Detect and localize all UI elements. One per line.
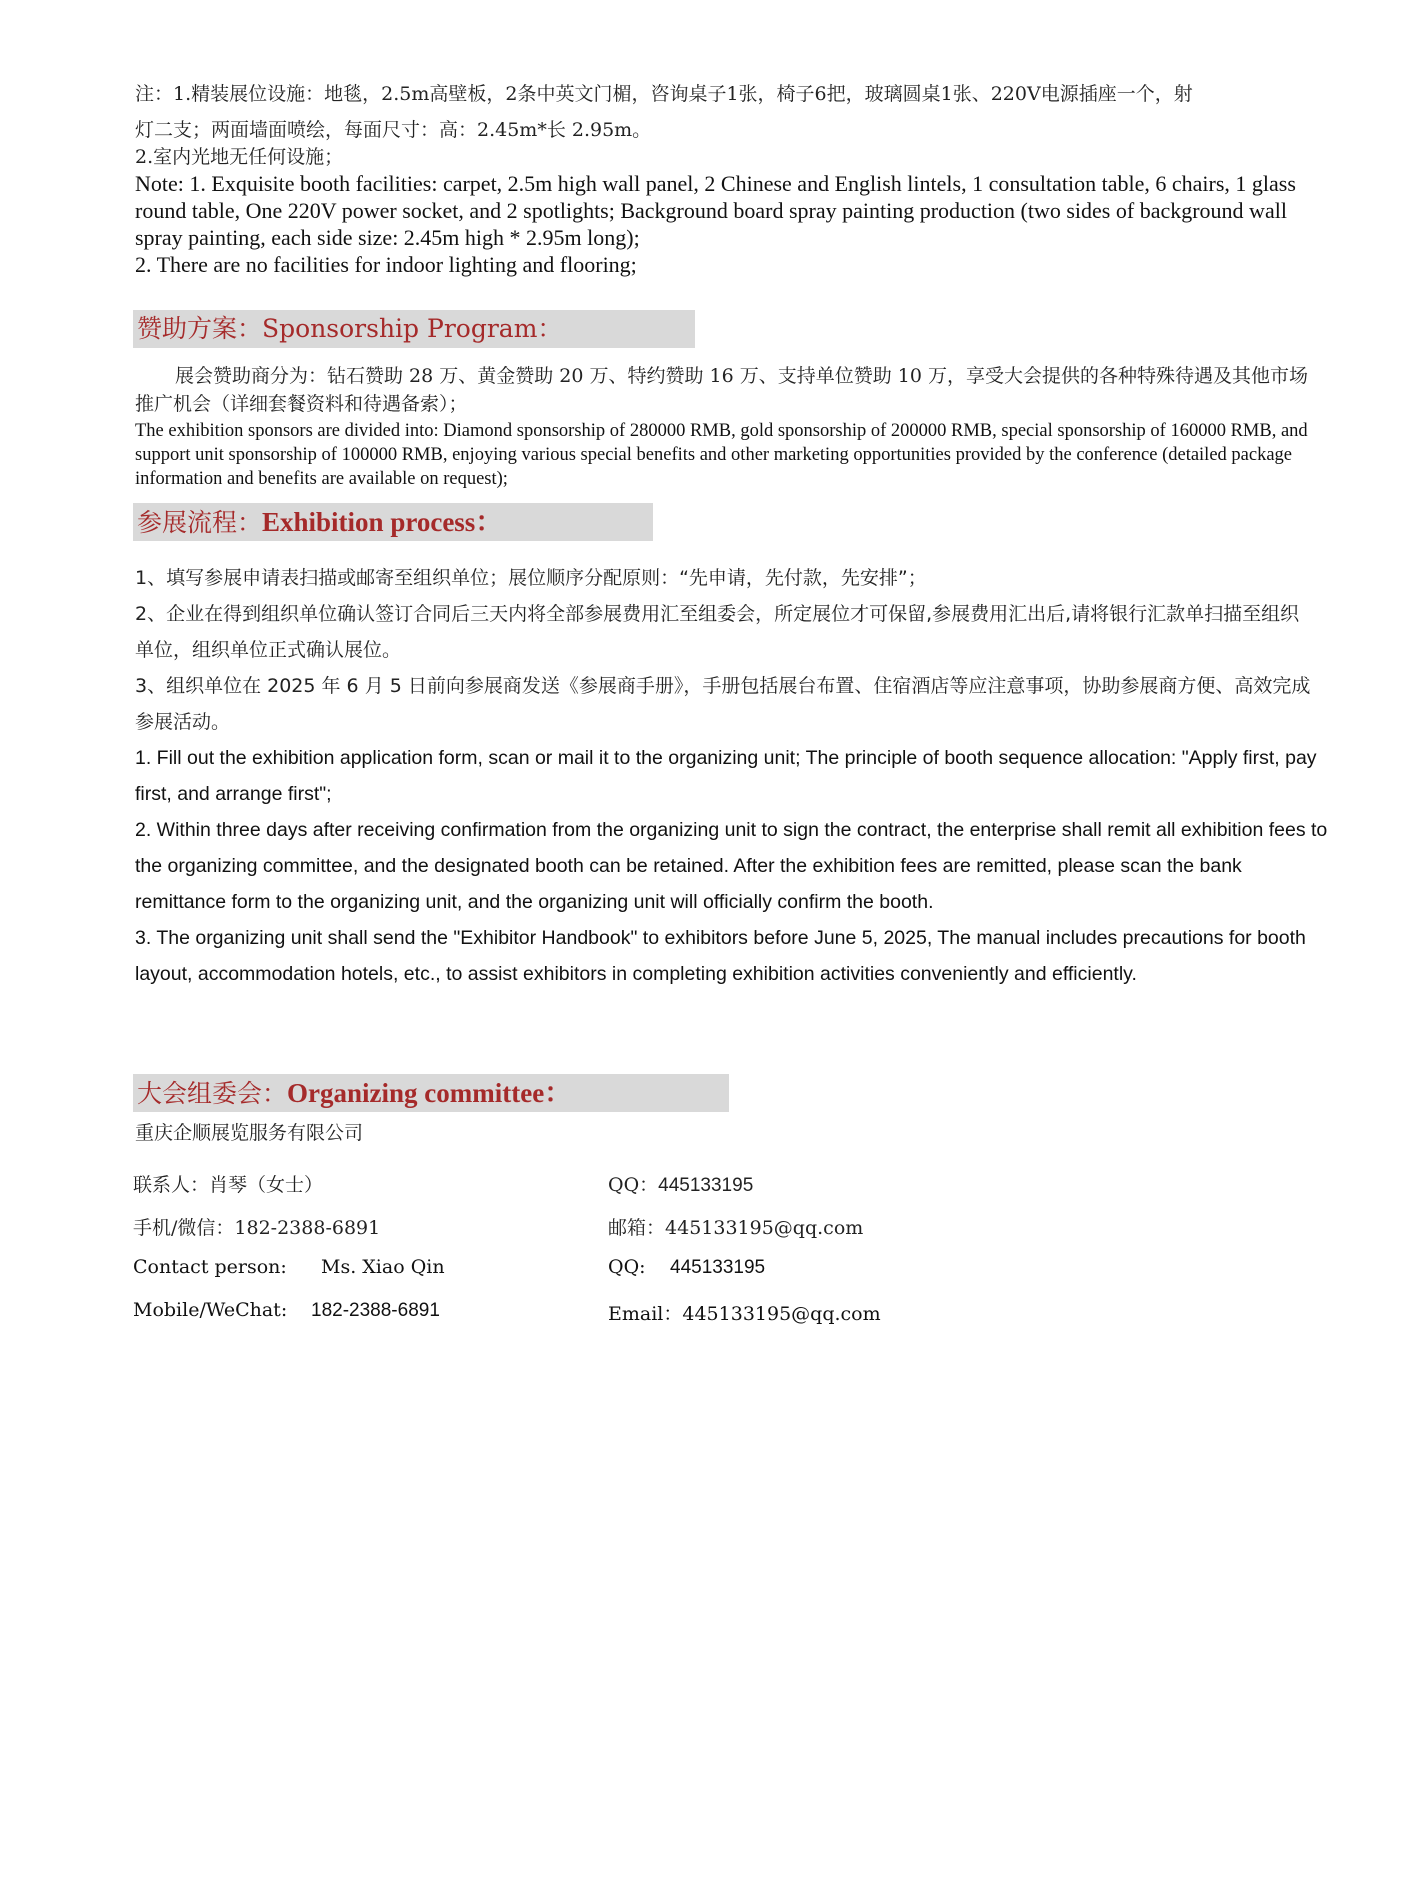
sponsorship-heading-en: Sponsorship Program：: [262, 314, 563, 343]
process-heading-en: Exhibition process：: [262, 507, 503, 537]
phone-cn-row: [133, 1213, 380, 1240]
notes-cn-item2: [135, 144, 1335, 170]
email-cn-value: 445133195@qq.com: [665, 1217, 864, 1239]
notes-cn-line3: 2.室内光地无任何设施；: [135, 146, 344, 168]
process-en-item-3: 3. The organizing unit shall send the "Exhibitor Handbook" to exhibitors before June 5, 2025, The manual includes precautions for booth layout, accommodation hotels, etc., to assist exhibitors in completing exhibition activities conveniently and efficiently.: [135, 927, 1306, 985]
committee-heading: [133, 1074, 729, 1112]
email-en-label: Email：: [608, 1303, 683, 1325]
process-cn-item-1: 1、填写参展申请表扫描或邮寄至组织单位；展位顺序分配原则：“先申请，先付款，先安排”；: [135, 567, 927, 589]
process-cn-list: [135, 560, 1315, 740]
contact-cn-value: 肖琴（女士）: [209, 1175, 324, 1196]
notes-en-para2: 2. There are no facilities for indoor lighting and flooring;: [135, 252, 637, 277]
qq-en-label: QQ:: [608, 1256, 646, 1278]
process-en-list: [135, 740, 1330, 992]
notes-en: [135, 170, 1325, 278]
contact-cn-label: 联系人：: [133, 1174, 210, 1196]
email-cn-label: 邮箱：: [608, 1217, 666, 1239]
notes-en-para1: Note: 1. Exquisite booth facilities: carpet, 2.5m high wall panel, 2 Chinese and English lintels, 1 consultation table, 6 chairs, 1 glass round table, One 220V power socket, and 2 spotlights; Background board spray painting production (two sides of background wall spray painting, each side size: 2.45m high * 2.95m long);: [135, 171, 1296, 250]
committee-heading-en: Organizing committee：: [287, 1078, 572, 1108]
qq-en-row: [608, 1256, 765, 1279]
qq-cn-value: 445133195: [658, 1175, 754, 1196]
phone-en-value: 182-2388-6891: [311, 1300, 440, 1321]
notes-cn-line1: 注：1.精装展位设施：地毯，2.5m高壁板，2条中英文门楣，咨询桌子1张，椅子6把，玻璃圆桌1张、220V电源插座一个，射: [135, 83, 1193, 105]
notes-cn-line2: 灯二支；两面墙面喷绘，每面尺寸：高：2.45m*长 2.95m。: [135, 119, 652, 141]
process-cn-item-3: 3、组织单位在 2025 年 6 月 5 日前向参展商发送《参展商手册》，手册包括展台布置、住宿酒店等应注意事项，协助参展商方便、高效完成参展活动。: [135, 675, 1311, 733]
email-en-value: 445133195@qq.com: [682, 1303, 881, 1325]
phone-en-row: [133, 1299, 440, 1322]
qq-cn-row: [608, 1170, 753, 1197]
email-cn-row: [608, 1213, 863, 1240]
qq-cn-label: QQ：: [608, 1174, 659, 1196]
notes-cn: [135, 76, 1335, 148]
committee-company: 重庆企顺展览服务有限公司: [135, 1122, 364, 1144]
process-en-item-1: 1. Fill out the exhibition application form, scan or mail it to the organizing unit; The principle of booth sequence allocation: "Apply first, pay first, and arrange first";: [135, 747, 1317, 805]
phone-cn-label: 手机/微信：: [133, 1217, 235, 1239]
email-en-row: [608, 1299, 881, 1326]
contact-en-row: [133, 1256, 445, 1278]
process-heading: [133, 503, 653, 541]
contact-cn-row: [133, 1170, 323, 1197]
phone-cn-value: 182-2388-6891: [234, 1217, 381, 1239]
qq-en-value: 445133195: [670, 1257, 766, 1278]
sponsorship-cn-text: 展会赞助商分为：钻石赞助 28 万、黄金赞助 20 万、特约赞助 16 万、支持单位赞助 10 万，享受大会提供的各种特殊待遇及其他市场推广机会（详细套餐资料和待遇备索）；: [135, 365, 1309, 415]
process-cn-item-2: 2、企业在得到组织单位确认签订合同后三天内将全部参展费用汇至组委会，所定展位才可保留,参展费用汇出后,请将银行汇款单扫描至组织单位，组织单位正式确认展位。: [135, 603, 1300, 661]
process-heading-cn: 参展流程：: [137, 508, 263, 537]
sponsorship-heading: [133, 310, 695, 348]
sponsorship-heading-cn: 赞助方案：: [137, 314, 263, 343]
contact-en-value: Ms. Xiao Qin: [321, 1256, 445, 1278]
phone-en-label: Mobile/WeChat:: [133, 1299, 288, 1321]
committee-heading-cn: 大会组委会：: [137, 1079, 288, 1108]
contact-en-label: Contact person:: [133, 1256, 287, 1278]
sponsorship-en-text: The exhibition sponsors are divided into: Diamond sponsorship of 280000 RMB, gold sponsorship of 200000 RMB, special sponsorship of 160000 RMB, and support unit sponsorship of 100000 RMB, enjoying various special benefits and other marketing opportunities provided by the conference (detailed package information and benefits are available on request);: [135, 421, 1308, 489]
process-en-item-2: 2. Within three days after receiving confirmation from the organizing unit to sign the contract, the enterprise shall remit all exhibition fees to the organizing committee, and the designated booth can be retained. After the exhibition fees are remitted, please scan the bank remittance form to the organizing unit, and the organizing unit will officially confirm the booth.: [135, 819, 1328, 913]
